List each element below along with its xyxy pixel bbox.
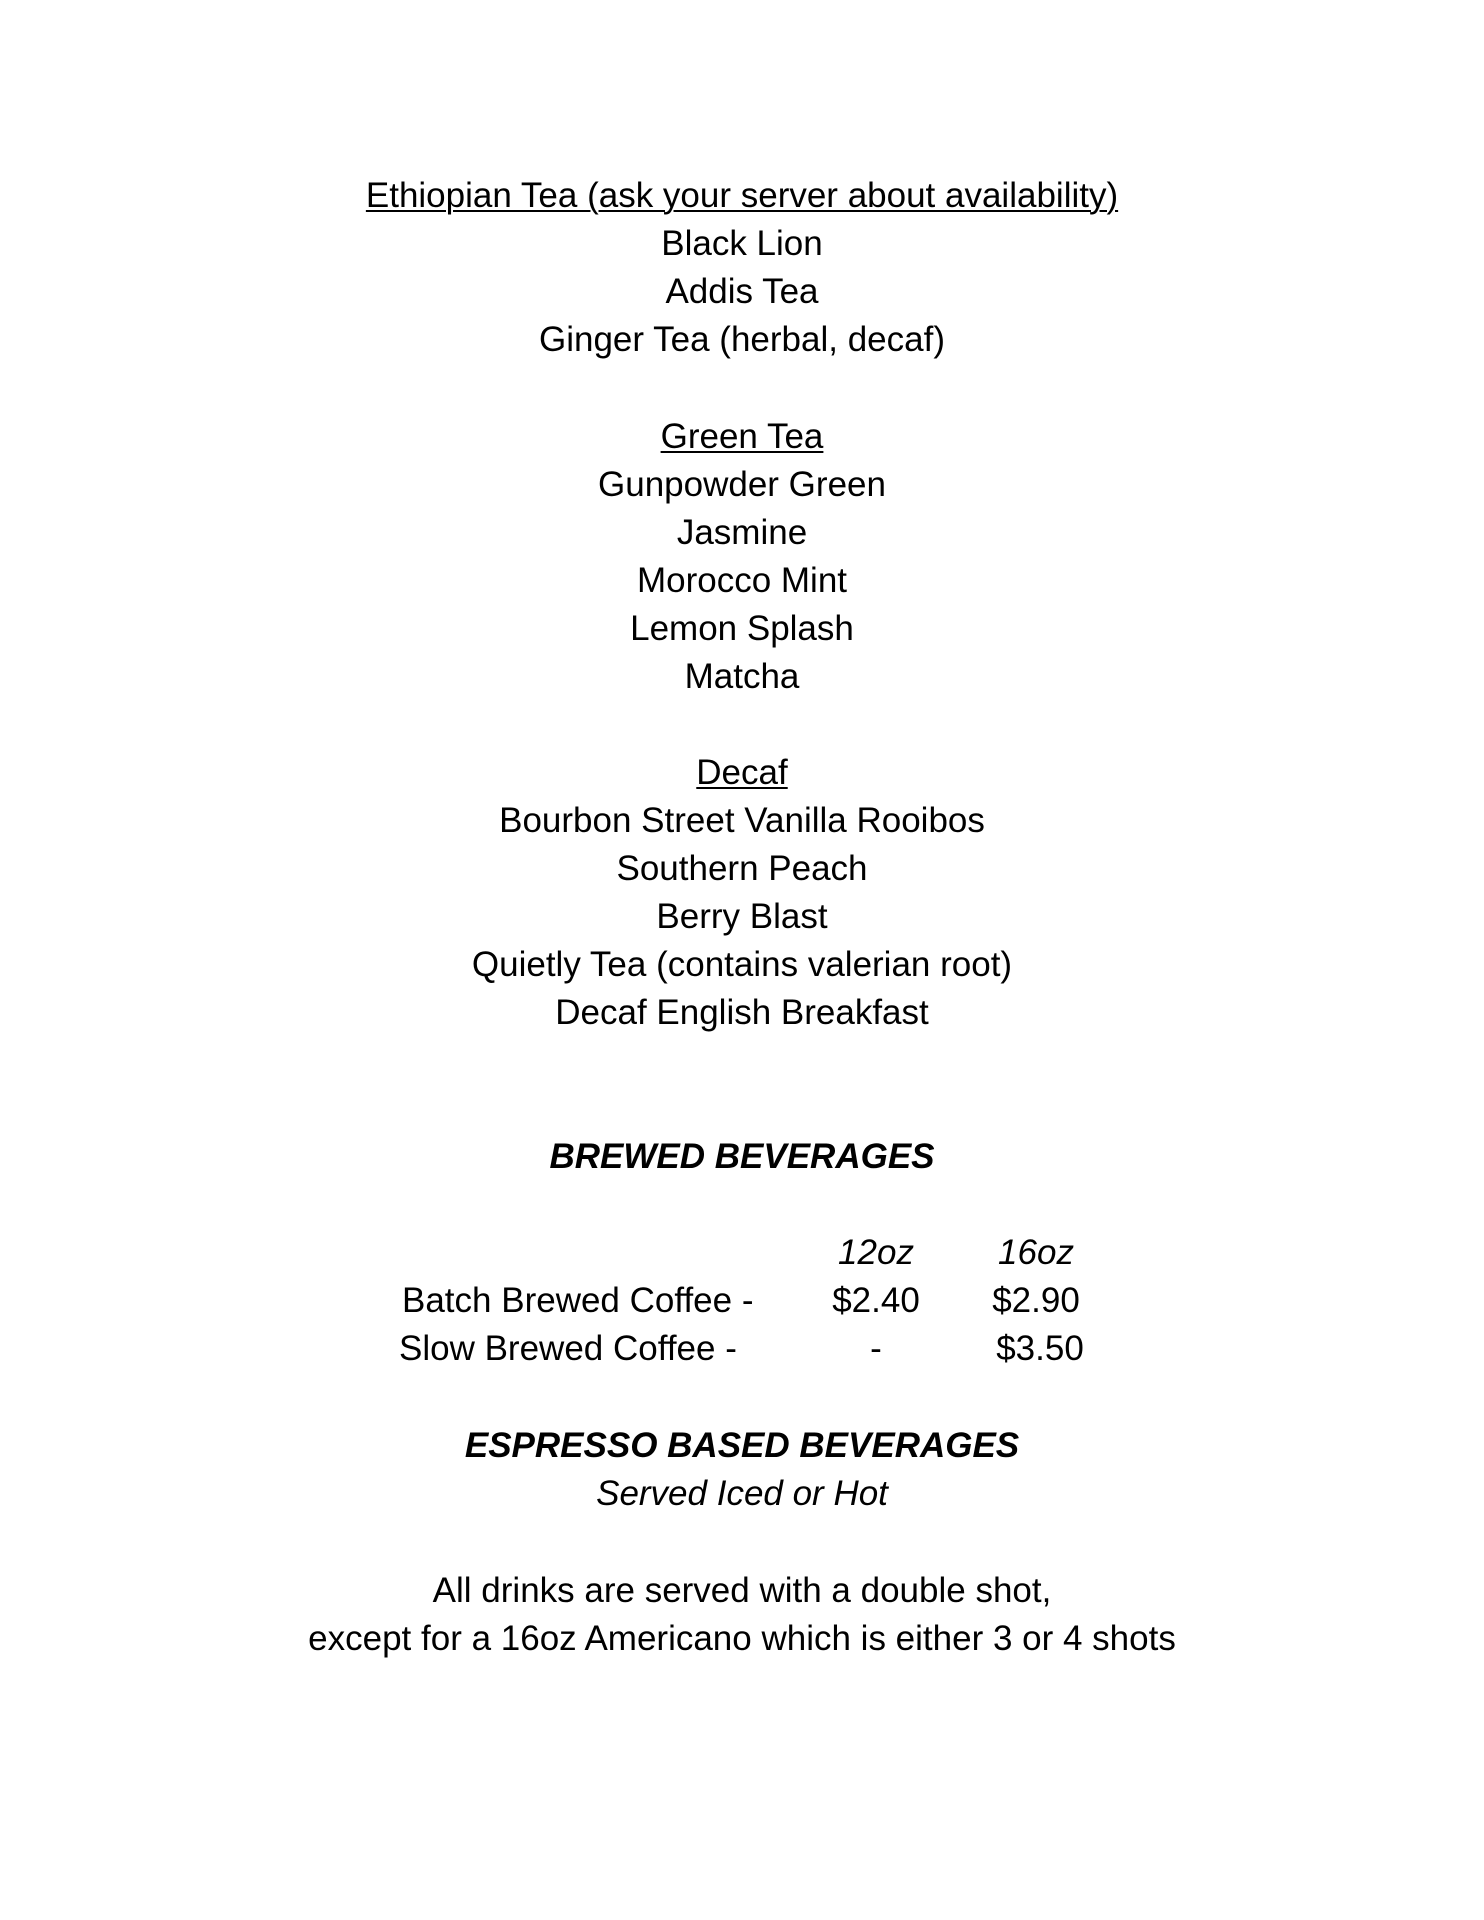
brewed-price-12oz: $2.40 <box>832 1281 920 1320</box>
menu-item: Addis Tea <box>665 272 819 311</box>
brewed-beverages-title: BREWED BEVERAGES <box>549 1137 935 1176</box>
size-header-16oz: 16oz <box>998 1233 1074 1272</box>
section-heading-decaf: Decaf <box>696 753 788 792</box>
menu-item: Decaf English Breakfast <box>555 993 929 1032</box>
section-heading-ethiopian-tea: Ethiopian Tea (ask your server about availability) <box>365 176 1119 215</box>
size-header-12oz: 12oz <box>838 1233 914 1272</box>
menu-item: Black Lion <box>661 224 823 263</box>
espresso-beverages-title: ESPRESSO BASED BEVERAGES <box>464 1426 1020 1465</box>
menu-item: Gunpowder Green <box>598 465 886 504</box>
menu-item: Ginger Tea (herbal, decaf) <box>539 320 945 359</box>
menu-item: Bourbon Street Vanilla Rooibos <box>499 801 985 840</box>
menu-item: Jasmine <box>676 513 808 552</box>
menu-item: Lemon Splash <box>630 609 854 648</box>
brewed-price-12oz: - <box>870 1329 882 1368</box>
menu-item: Berry Blast <box>656 897 828 936</box>
espresso-subtitle: Served Iced or Hot <box>596 1474 888 1513</box>
brewed-item-name: Slow Brewed Coffee - <box>399 1329 737 1368</box>
espresso-note: All drinks are served with a double shot, <box>432 1571 1052 1610</box>
brewed-item-name: Batch Brewed Coffee - <box>402 1281 754 1320</box>
brewed-price-16oz: $2.90 <box>992 1281 1080 1320</box>
menu-item: Southern Peach <box>616 849 868 888</box>
section-heading-green-tea: Green Tea <box>660 417 824 456</box>
espresso-note: except for a 16oz Americano which is either 3 or 4 shots <box>308 1619 1176 1658</box>
menu-item: Matcha <box>684 657 800 696</box>
brewed-price-16oz: $3.50 <box>996 1329 1084 1368</box>
menu-item: Morocco Mint <box>636 561 848 600</box>
menu-item: Quietly Tea (contains valerian root) <box>471 945 1013 984</box>
